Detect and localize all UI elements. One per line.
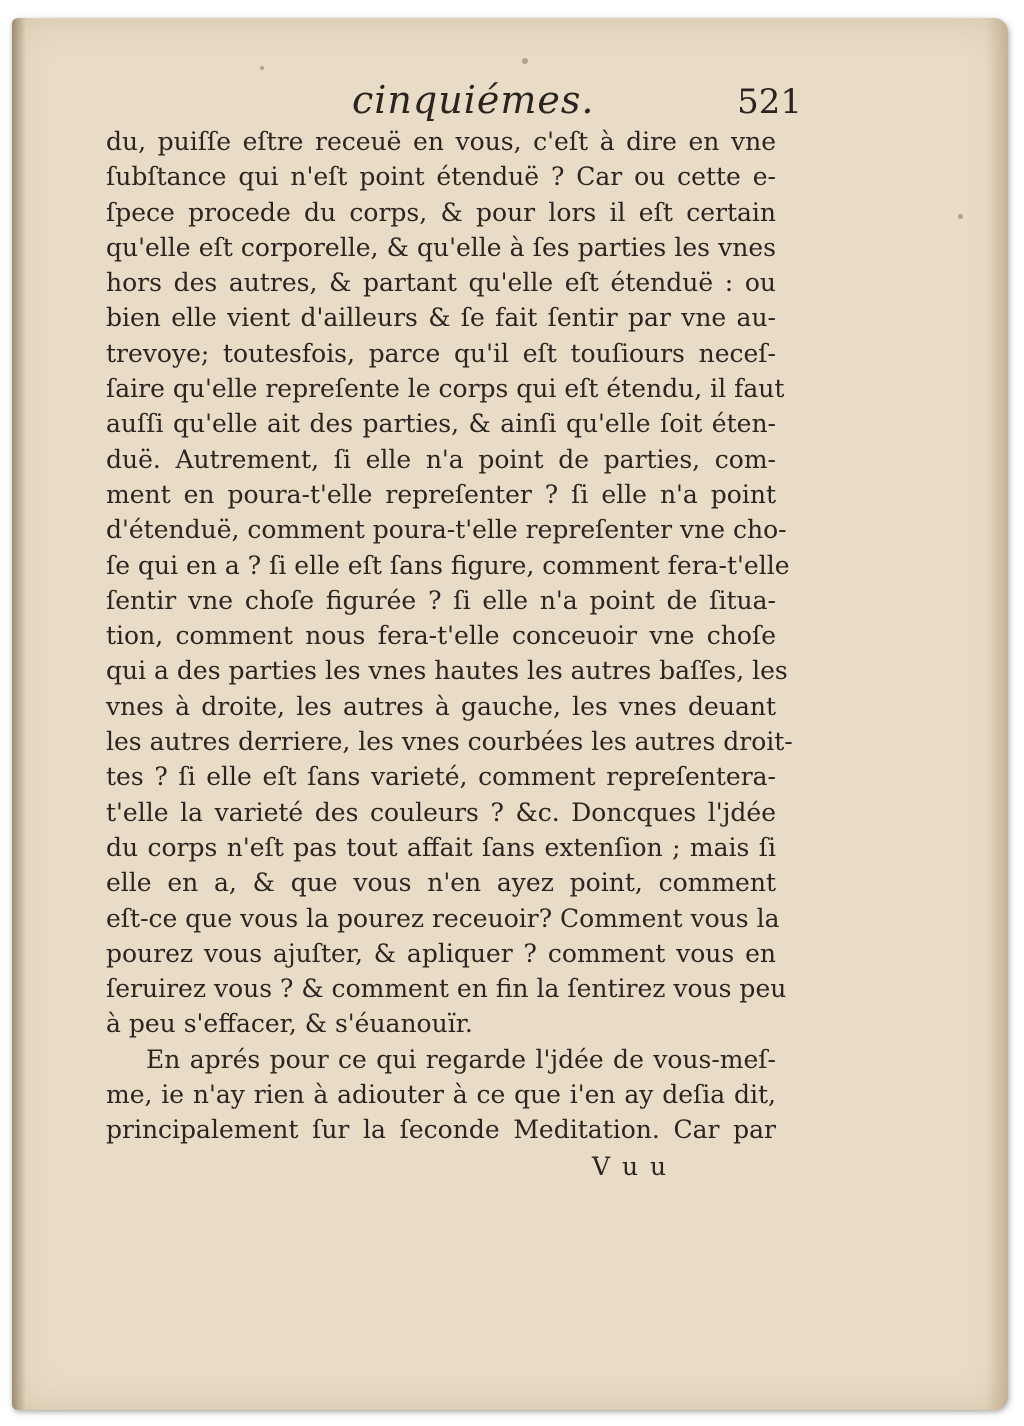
text-line: bien elle vient d'ailleurs & ſe fait ſentir par vne au- <box>106 303 776 333</box>
page-edge-shadow <box>986 18 1008 1410</box>
text-line: hors des autres, & partant qu'elle eſt étenduë : ou <box>106 268 776 298</box>
text-line: qui a des parties les vnes hautes les autres baſſes, les <box>106 656 788 686</box>
text-line: pourez vous ajuſter, & apliquer ? comment vous en <box>106 938 776 968</box>
page-gutter-shadow <box>12 18 26 1410</box>
catchword: V u u <box>592 1152 669 1181</box>
body-text <box>106 124 793 1148</box>
text-line-paragraph-start: En aprés pour ce qui regarde l'jdée de vous-meſ- <box>146 1044 776 1074</box>
text-line: principalement ſur la ſeconde Meditation. Car par <box>106 1115 776 1145</box>
text-line: duë. Autrement, ſi elle n'a point de parties, com- <box>106 444 776 474</box>
text-line: eſt-ce que vous la pourez receuoir? Comment vous la <box>106 903 780 933</box>
text-line: à peu s'effacer, & s'éuanouïr. <box>106 1009 473 1039</box>
text-line: ſeruirez vous ? & comment en fin la ſentirez vous peu <box>106 974 787 1004</box>
text-line: ſentir vne choſe figurée ? ſi elle n'a point de ſitua- <box>106 585 776 615</box>
text-line: les autres derriere, les vnes courbées les autres droit- <box>106 727 793 757</box>
text-line: ſubſtance qui n'eſt point étenduë ? Car ou cette e- <box>106 162 776 192</box>
text-line: vnes à droite, les autres à gauche, les vnes deuant <box>106 691 776 721</box>
text-line: du corps n'eſt pas tout affait ſans extenſion ; mais ſi <box>106 832 776 862</box>
paper-speck <box>260 66 264 70</box>
text-line: trevoye; toutesfois, parce qu'il eſt touſiours neceſ- <box>106 338 776 368</box>
text-line: ment en poura-t'elle repreſenter ? ſi elle n'a point <box>106 479 776 509</box>
text-line: ſaire qu'elle repreſente le corps qui eſt étendu, il faut <box>106 374 785 404</box>
text-line: elle en a, & que vous n'en ayez point, comment <box>106 868 776 898</box>
running-title: cinquiémes. <box>352 78 595 122</box>
text-line: ſe qui en a ? ſi elle eſt ſans figure, comment fera-t'elle <box>106 550 790 580</box>
text-line: me, ie n'ay rien à adiouter à ce que i'en ay deſia dit, <box>106 1080 776 1110</box>
page-number: 521 <box>737 82 802 122</box>
paper-speck <box>958 214 963 219</box>
paper-speck <box>522 58 528 64</box>
text-line: t'elle la varieté des couleurs ? &c. Doncques l'jdée <box>106 797 776 827</box>
text-line: du, puiſſe eſtre receuë en vous, c'eſt à dire en vne <box>106 127 776 156</box>
text-line: tes ? ſi elle eſt ſans varieté, comment repreſentera- <box>106 762 776 792</box>
text-line: auſſi qu'elle ait des parties, & ainſi qu'elle ſoit éten- <box>106 409 776 439</box>
text-line: d'étenduë, comment poura-t'elle repreſenter vne cho- <box>106 515 787 545</box>
text-line: ſpece procede du corps, & pour lors il eſt certain <box>106 197 776 227</box>
text-line: tion, comment nous fera-t'elle conceuoir vne choſe <box>106 621 776 651</box>
text-line: qu'elle eſt corporelle, & qu'elle à ſes parties les vnes <box>106 232 776 262</box>
